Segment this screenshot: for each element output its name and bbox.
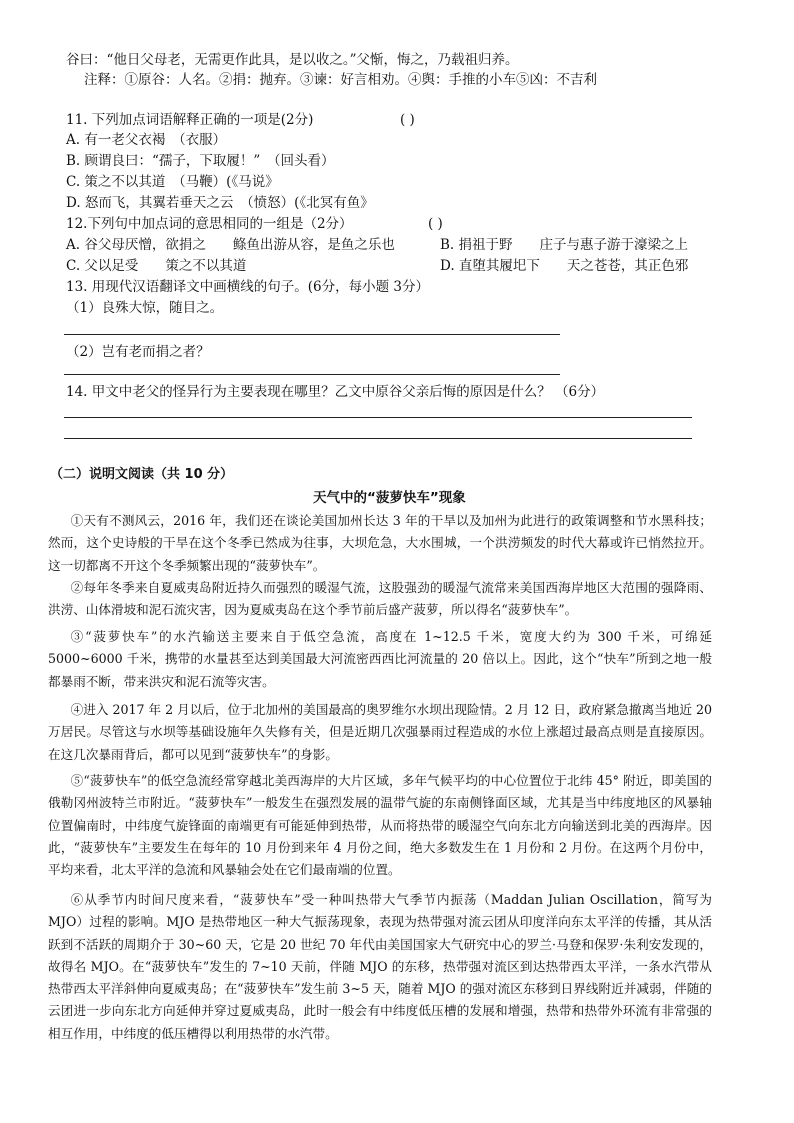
q12-option-b: B. 捐祖于野 庄子与惠子游于濠梁之上 xyxy=(440,237,689,253)
q12-option-d: D. 直堕其履圯下 天之苍苍，其正色邪 xyxy=(440,258,689,274)
q11-option-b: B. 顾谓良曰：“孺子，下取履！” （回头看） xyxy=(66,153,335,169)
article-title: 天气中的“菠萝快车”现象 xyxy=(313,490,466,506)
q14-stem: 14. 甲文中老父的怪异行为主要表现在哪里？乙文中原谷父亲后悔的原因是什么？ （6分） xyxy=(66,384,605,400)
q12-option-c: C. 父以足受 策之不以其道 xyxy=(66,258,247,274)
q11-option-d: D. 怒而飞，其翼若垂天之云 （愤怒）(《北冥有鱼》 xyxy=(66,195,374,211)
q13-sentence-1: （1）良殊大惊，随目之。 xyxy=(66,300,224,316)
paragraph-2: ②每年冬季来自夏威夷岛附近持久而强烈的暖湿气流，这股强劲的暖湿气流常来美国西海岸地区大范围的强降雨、洪涝、山体滑坡和泥石流灾害，因为夏威夷岛在这个季节前后盛产菠萝，所以得名“菠萝快车”。 xyxy=(48,580,712,618)
passage-ending-line: 谷曰：“他日父母老，无需更作此具，是以收之。”父惭，悔之，乃载祖归养。 xyxy=(66,52,519,68)
q12-stem: 12.下列句中加点词的意思相同的一组是（2分） xyxy=(66,216,353,232)
q14-answer-line-2[interactable] xyxy=(64,438,692,439)
q13-answer-line-1[interactable] xyxy=(64,334,560,335)
q14-answer-line-1[interactable] xyxy=(64,417,692,418)
q11-option-c: C. 策之不以其道 （马鞭）(《马说》 xyxy=(66,174,279,190)
q13-stem: 13. 用现代汉语翻译文中画横线的句子。(6分，每小题 3分） xyxy=(66,279,429,295)
q12-option-a: A. 谷父母厌憎，欲捐之 鲦鱼出游从容，是鱼之乐也 xyxy=(66,237,395,253)
q13-answer-line-2[interactable] xyxy=(64,374,560,375)
q11-answer-bracket[interactable]: ( ) xyxy=(400,112,415,128)
q12-answer-bracket[interactable]: ( ) xyxy=(428,216,443,232)
section-heading: （二）说明文阅读（共 10 分） xyxy=(50,467,234,482)
q13-sentence-2: （2）岂有老而捐之者？ xyxy=(66,344,210,360)
annotation-notes: 注释：①原谷：人名。②捐：抛弃。③谏：好言相劝。④舆：手推的小车⑤凶：不吉利 xyxy=(84,72,597,88)
paragraph-6: ⑥从季节内时间尺度来看，“菠萝快车”受一种叫热带大气季节内振荡（Maddan Julian Oscillation，简写为 MJO）过程的影响。MJO 是热带地区一种大气振荡现象，表现为热带强对流云团从印度洋向东太平洋的传播，其从活跃到不活跃的周期介于 30~60 天，它是 20 世纪 70 年代由美国国家大气研究中心的罗兰·马登和保罗·朱利安发现的，故得名 MJO。在“菠萝快车”发生的 7~10 天前，伴随 MJO 的东移，热带强对流区到达热带西太平洋，一条水汽带从热带西太平洋斜伸向夏威夷岛；在“菠萝快车”发生前 3~5 天，随着 MJO 的强对流区东移到日界线附近并减弱，伴随的云团进一步向东北方向延伸并穿过夏威夷岛，此时一般会有中纬度低压槽的发展和增强，热带和热带外环流有非常强的相互作用，中纬度的低压槽得以利用热带的水汽带。 xyxy=(48,892,712,1041)
paragraph-3: ③“菠萝快车”的水汽输送主要来自于低空急流，高度在 1~12.5 千米，宽度大约为 300 千米，可绵延 5000~6000 千米，携带的水量甚至达到美国最大河流密西西比河流量的 20 倍以上。因此，这个“快车”所到之地一般都暴雨不断，带来洪灾和泥石流等灾害。 xyxy=(48,629,712,689)
paragraph-5: ⑤“菠萝快车”的低空急流经常穿越北美西海岸的大片区域，多年气候平均的中心位置位于北纬 45° 附近，即美国的俄勒冈州波特兰市附近。“菠萝快车”一般发生在强烈发展的温带气旋的东南侧锋面区域，尤其是当中纬度地区的风暴轴位置偏南时，中纬度气旋锋面的南端更有可能延伸到热带，从而将热带的暖湿空气向东北方向输送到北美的西海岸。因此，“菠萝快车”主要发生在每年的 10 月份到来年 4 月份之间，绝大多数发生在 1 月份和 2 月份。在这两个月份中，平均来看，北太平洋的急流和风暴轴会处在它们最南端的位置。 xyxy=(48,773,712,878)
paragraph-1: ①天有不测风云，2016 年，我们还在谈论美国加州长达 3 年的干旱以及加州为此进行的政策调整和节水黑科技；然而，这个史诗般的干旱在这个冬季已然成为往事，大坝危急，大水围城，一个洪涝频发的时代大幕或许已悄然拉开。这一切都离不开这个冬季频繁出现的“菠萝快车”。 xyxy=(48,513,712,573)
q11-stem: 11. 下列加点词语解释正确的一项是(2分) xyxy=(66,112,314,128)
paragraph-4: ④进入 2017 年 2 月以后，位于北加州的美国最高的奥罗维尔水坝出现险情。2 月 12 日，政府紧急撤离当地近 20 万居民。尽管这与水坝等基础设施年久失修有关，但是近期几次强暴雨过程造成的水位上涨超过最高点则是直接原因。在这几次暴雨背后，都可以见到“菠萝快车”的身影。 xyxy=(48,702,712,762)
q11-option-a: A. 有一老父衣褐 （衣服） xyxy=(66,132,227,148)
